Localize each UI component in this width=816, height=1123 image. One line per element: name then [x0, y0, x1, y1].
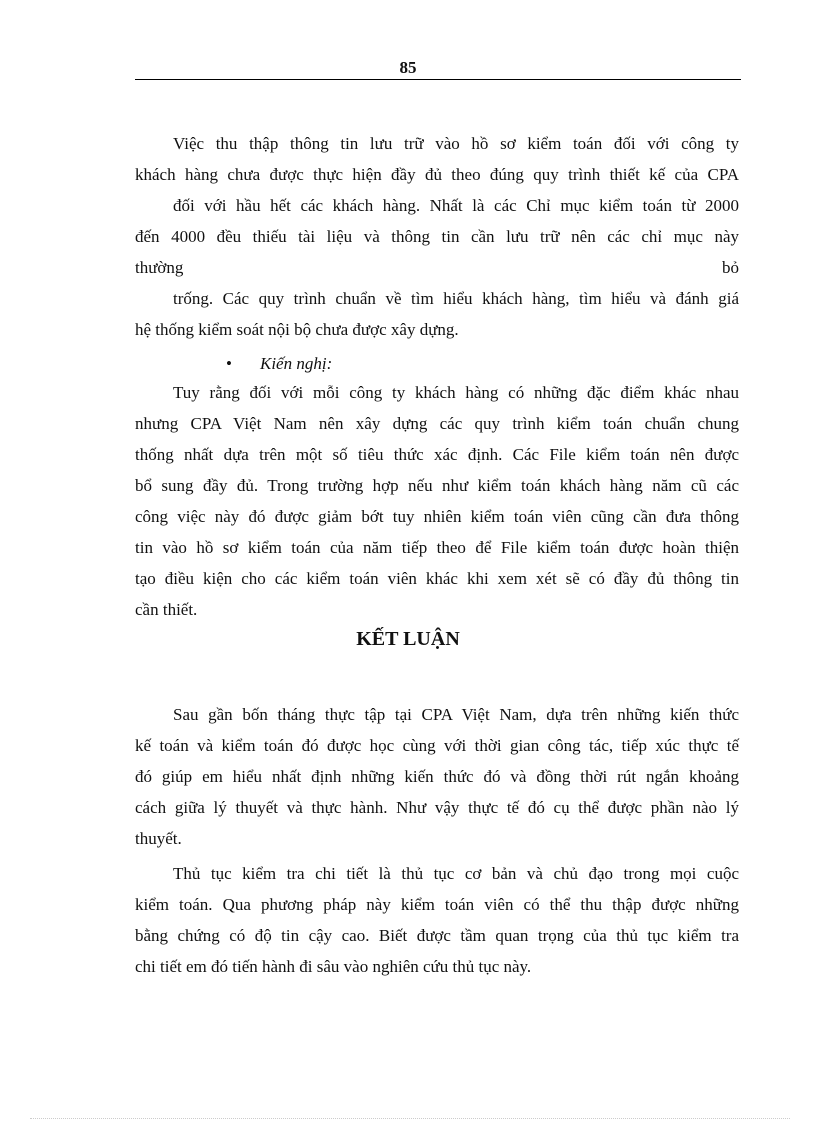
text-fragment: bỏ — [722, 258, 739, 277]
page-number: 85 — [399, 58, 417, 77]
header-rule — [135, 79, 741, 80]
text-line: Thủ tục kiểm tra chi tiết là thủ tục cơ bản và chủ đạo trong mọi cuộc — [173, 864, 739, 883]
text-line: đối với hầu hết các khách hàng. Nhất là các Chỉ mục kiểm toán từ 2000 — [173, 196, 739, 215]
paragraph-records — [135, 128, 739, 345]
paragraph-recommendation — [135, 377, 739, 625]
text-line: thuyết. — [135, 829, 182, 848]
bullet-recommendation — [226, 348, 332, 379]
paragraph-conclusion — [135, 699, 739, 854]
text-line: khách hàng chưa được thực hiện đầy đủ theo đúng quy trình thiết kế của CPA — [135, 165, 739, 184]
text-line: Sau gần bốn tháng thực tập tại CPA Việt Nam, dựa trên những kiến thức — [173, 705, 739, 724]
text-line: trống. Các quy trình chuẩn về tìm hiểu khách hàng, tìm hiểu và đánh giá — [173, 289, 739, 308]
text-line: kiểm toán. Qua phương pháp này kiểm toán viên có thể thu thập được những — [135, 895, 739, 914]
paragraph-procedure — [135, 858, 739, 982]
text-line: nhưng CPA Việt Nam nên xây dựng các quy trình kiểm toán chuẩn chung — [135, 414, 739, 433]
text-fragment: thường — [135, 258, 184, 277]
bullet-symbol: • — [226, 354, 232, 373]
text-line: tin vào hồ sơ kiểm toán của năm tiếp theo để File kiểm toán được hoàn thiện — [135, 538, 739, 557]
text-line: Việc thu thập thông tin lưu trữ vào hồ sơ kiểm toán đối với công ty — [173, 134, 739, 153]
text-line: đến 4000 đều thiếu tài liệu và thông tin cần lưu trữ nên các chỉ mục này — [135, 227, 739, 246]
text-line: chi tiết em đó tiến hành đi sâu vào nghiên cứu thủ tục này. — [135, 957, 532, 976]
text-line: kế toán và kiểm toán đó được học cùng với thời gian công tác, tiếp xúc thực tế — [135, 736, 739, 755]
section-heading: KẾT LUẬN — [356, 628, 460, 650]
text-line: tạo điều kiện cho các kiểm toán viên khác khi xem xét sẽ có đầy đủ thông tin — [135, 569, 739, 588]
text-line: đó giúp em hiểu nhất định những kiến thức đó và đồng thời rút ngắn khoảng — [135, 767, 739, 786]
text-line: thống nhất dựa trên một số tiêu thức xác định. Các File kiểm toán nên được — [135, 445, 739, 464]
text-line: hệ thống kiểm soát nội bộ chưa được xây dựng. — [135, 320, 459, 339]
text-line: bổ sung đầy đủ. Trong trường hợp nếu như kiểm toán khách hàng năm cũ các — [135, 476, 739, 495]
bullet-label: Kiến nghị: — [260, 354, 333, 373]
text-line: công việc này đó được giảm bớt tuy nhiên kiểm toán viên cũng cần đưa thông — [135, 507, 739, 526]
text-line: cách giữa lý thuyết và thực hành. Như vậy thực tế đó cụ thể được phần nào lý — [135, 798, 739, 817]
text-line: Tuy rằng đối với mỗi công ty khách hàng có những đặc điểm khác nhau — [173, 383, 739, 402]
text-line: bằng chứng có độ tin cậy cao. Biết được tầm quan trọng của thủ tục kiểm tra — [135, 926, 739, 945]
split-line — [135, 252, 739, 283]
text-line: cần thiết. — [135, 600, 198, 619]
text-line — [135, 252, 739, 283]
bottom-dotted-rule — [30, 1118, 790, 1119]
